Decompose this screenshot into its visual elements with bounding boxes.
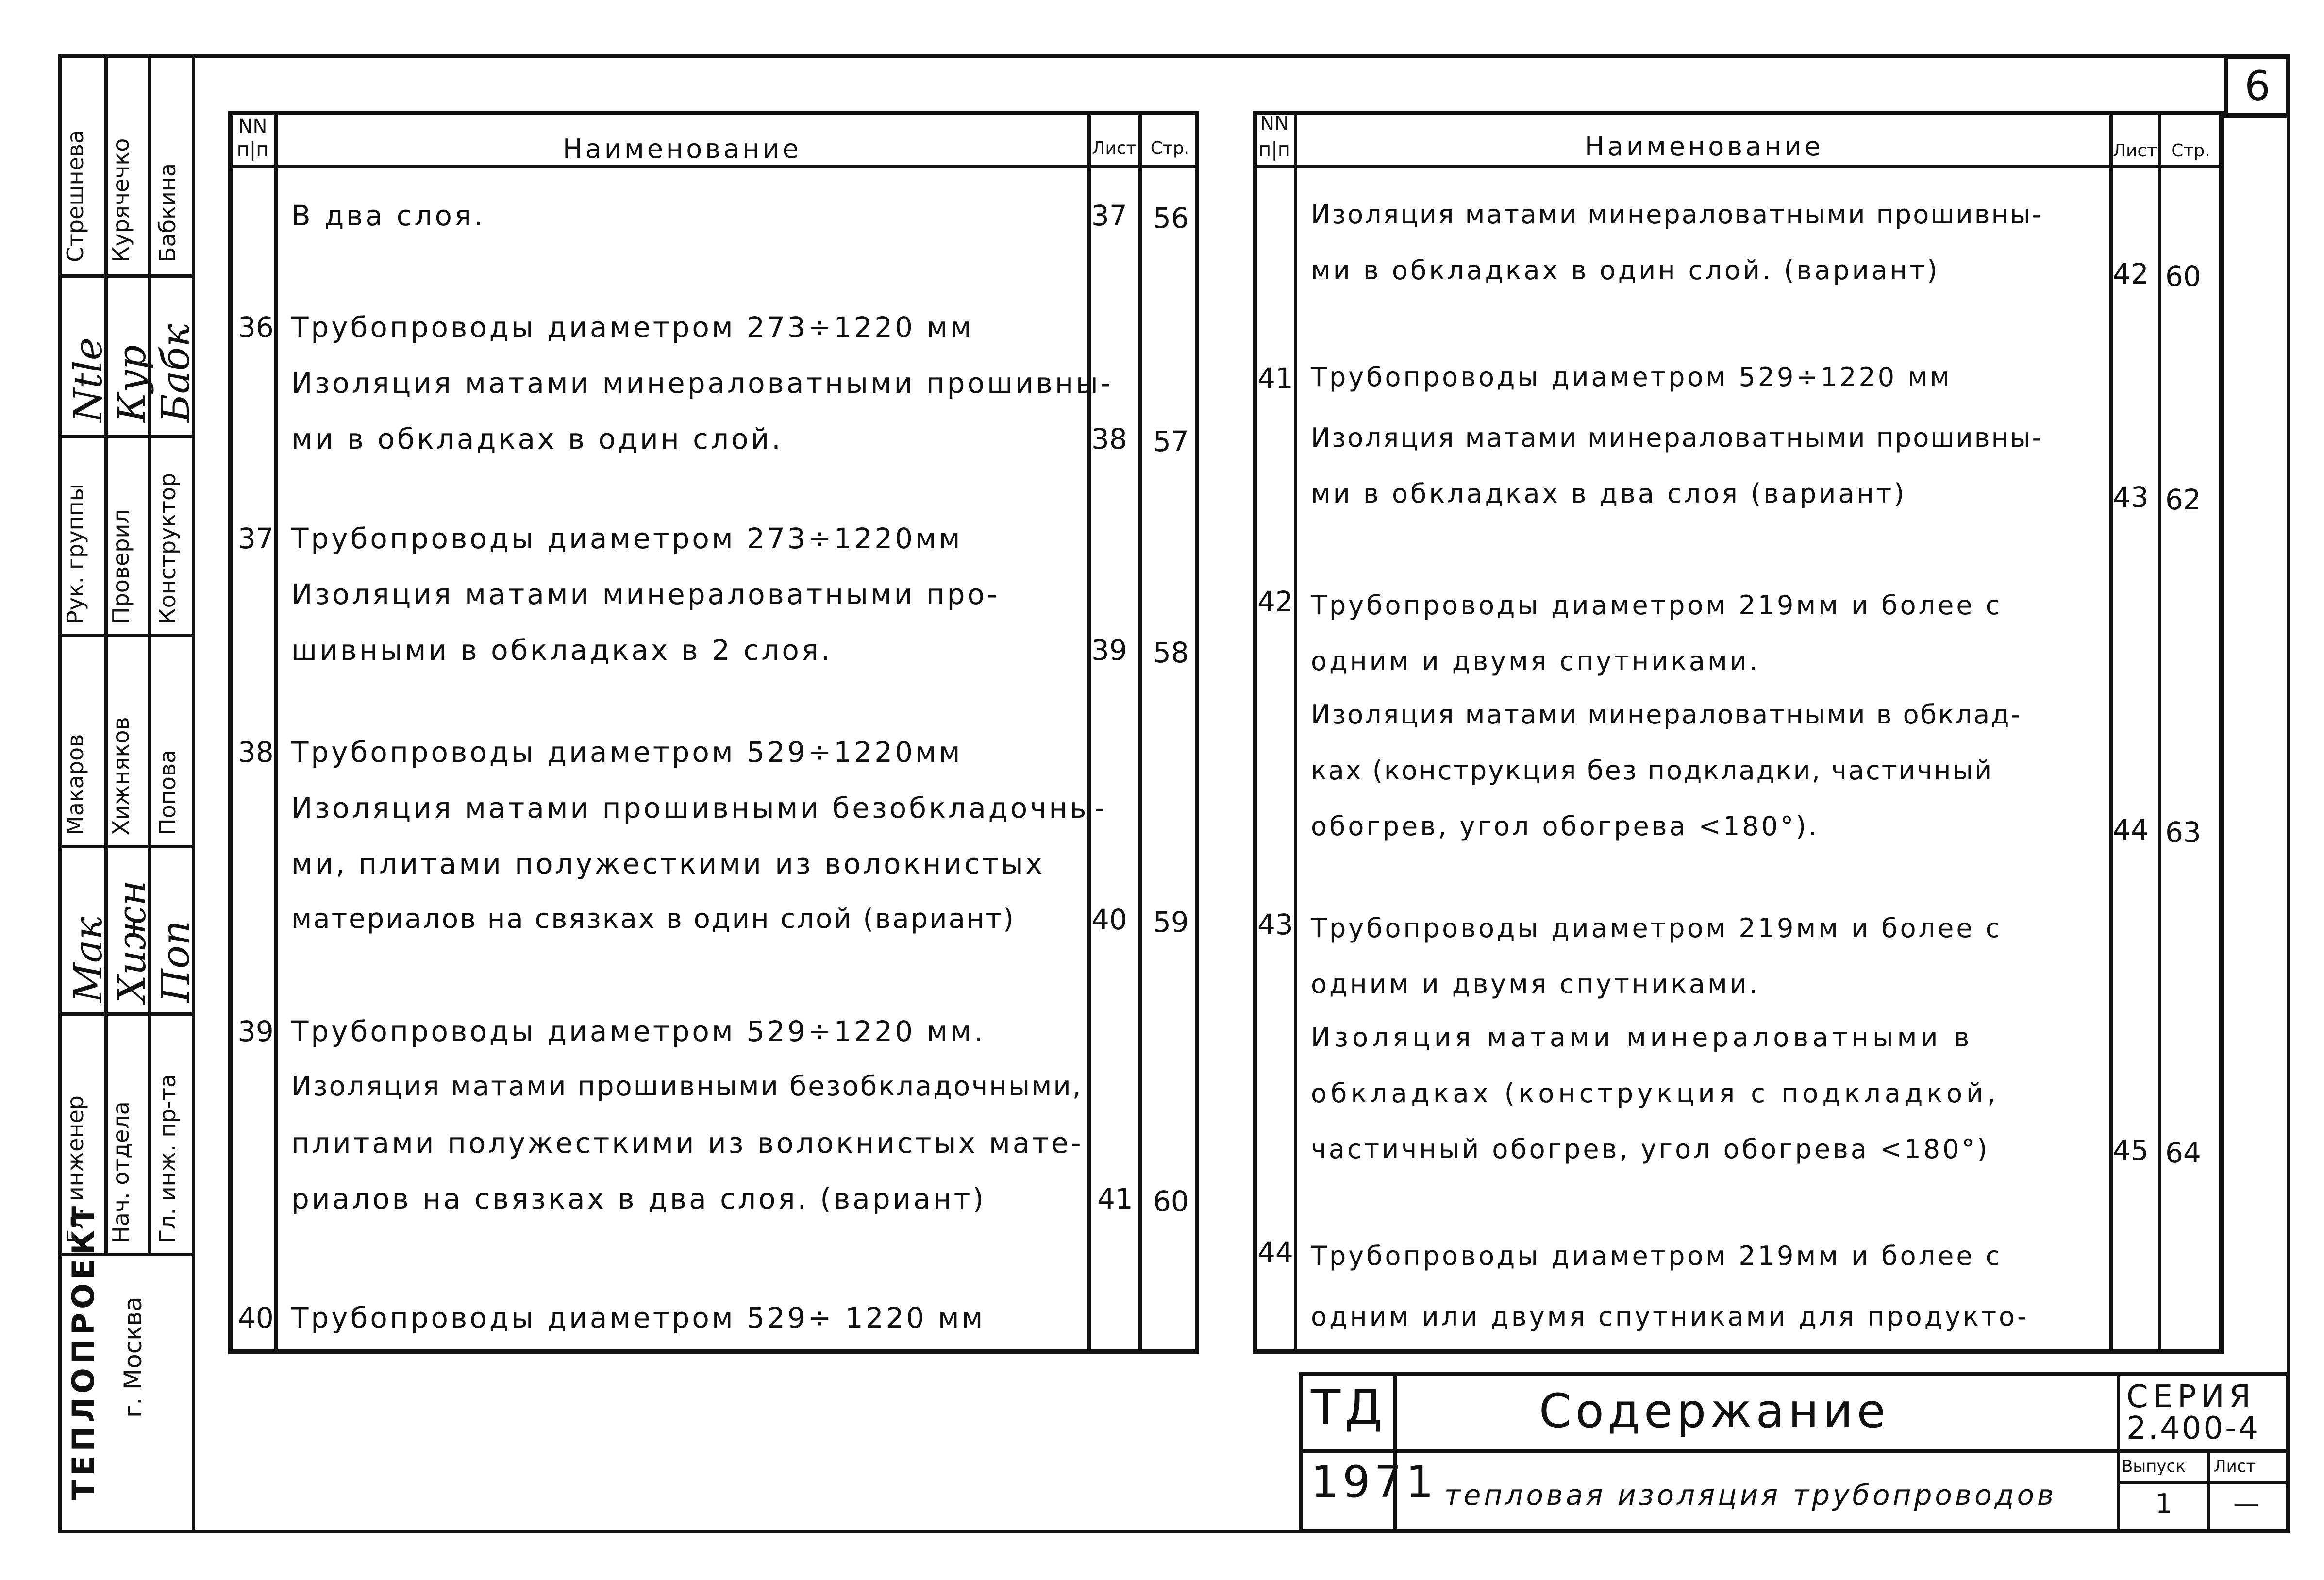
signature-6: Поп	[153, 920, 198, 1003]
row-sheet: 37	[1091, 199, 1127, 232]
row-line: одним и двумя спутниками.	[1311, 646, 1760, 676]
side-block-top	[58, 54, 194, 58]
row-line: ми в обкладках в два слоя (вариант)	[1311, 478, 1907, 509]
right-col-line-3	[2158, 111, 2161, 1354]
row-line: В два слоя.	[291, 199, 485, 232]
row-page: 60	[2165, 260, 2201, 293]
left-col-line-1	[274, 111, 278, 1354]
row-line: одним или двумя спутниками для продукто-	[1311, 1301, 2029, 1332]
stamp-subtitle: тепловая изоляция трубопроводов	[1444, 1479, 2057, 1512]
row-page: 64	[2165, 1136, 2201, 1169]
signature-4: Мак	[66, 916, 111, 1003]
left-hdr-name: Наименование	[563, 134, 802, 164]
side-name-mid-3: Попова	[154, 749, 181, 835]
row-line: частичный обогрев, угол обогрева <180°)	[1311, 1134, 1990, 1164]
row-sheet: 44	[2113, 813, 2149, 846]
page-number: 6	[2244, 62, 2271, 110]
row-page: 60	[1153, 1185, 1189, 1218]
side-name-top-1: Стрешнева	[62, 130, 88, 262]
stamp-col-1	[1393, 1372, 1397, 1533]
signature-2: Кур	[109, 345, 154, 422]
row-line: материалов на связках в один слой (вариант)	[291, 903, 1015, 935]
row-sheet: 42	[2113, 257, 2149, 290]
right-hdr-pp: п|п	[1258, 138, 1290, 161]
row-line: шивными в обкладках в 2 слоя.	[291, 634, 833, 667]
left-table-frame	[228, 111, 1199, 1354]
row-line: Изоляция матами минераловатными в	[1311, 1022, 1973, 1053]
stamp-col-3	[2207, 1452, 2210, 1533]
stamp-title: Содержание	[1539, 1384, 1889, 1438]
row-number: 42	[1257, 585, 1293, 618]
row-line: Трубопроводы диаметром 219мм и более с	[1311, 913, 2003, 943]
side-role2-3: Конструктор	[154, 472, 181, 624]
outer-top-line	[192, 54, 2290, 58]
row-line: Трубопроводы диаметром 529÷1220 мм	[1311, 362, 1952, 392]
stamp-series-label: СЕРИЯ	[2126, 1379, 2256, 1415]
side-city: г. Москва	[119, 1296, 147, 1418]
side-block-row-1	[58, 274, 194, 278]
right-table-header-line	[1253, 165, 2224, 168]
row-line: обкладках (конструкция с подкладкой,	[1311, 1078, 2000, 1109]
row-line: Трубопроводы диаметром 273÷1220 мм	[291, 311, 974, 344]
side-org: ТЕПЛОПРОЕКТ	[66, 1202, 101, 1500]
side-name-mid-1: Макаров	[62, 734, 88, 835]
side-block-row-5	[58, 1012, 194, 1016]
row-line: Трубопроводы диаметром 219мм и более с	[1311, 1241, 2003, 1271]
left-hdr-list: Лист	[1092, 138, 1137, 158]
side-block-line-2	[104, 54, 108, 1254]
stamp-sheet-label: Лист	[2214, 1457, 2256, 1476]
row-sheet: 41	[1097, 1182, 1133, 1215]
row-page: 58	[1153, 636, 1189, 669]
row-line: риалов на связках в два слоя. (вариант)	[291, 1182, 986, 1215]
row-line: Изоляция матами минераловатными про-	[291, 578, 1000, 611]
row-number: 43	[1257, 908, 1293, 941]
left-hdr-pp: п|п	[236, 138, 269, 161]
outer-right-line	[2287, 54, 2290, 1533]
stamp-year: 1971	[1311, 1457, 1438, 1508]
row-number: 37	[238, 522, 274, 555]
row-line: обогрев, угол обогрева <180°).	[1311, 811, 1820, 841]
row-line: Изоляция матами прошивными безобкладочны-	[291, 791, 1107, 824]
stamp-td: ТД	[1311, 1379, 1387, 1436]
side-role-2: Нач. отдела	[108, 1101, 134, 1243]
row-page: 62	[2165, 483, 2201, 516]
side-role2-1: Рук. группы	[62, 483, 88, 624]
side-block-line-3	[148, 54, 151, 1254]
row-line: ках (конструкция без подкладки, частичный	[1311, 755, 1993, 786]
row-line: Трубопроводы диаметром 219мм и более с	[1311, 590, 2003, 621]
right-table-frame	[1253, 111, 2224, 1354]
left-hdr-nn: NN	[238, 116, 268, 138]
right-hdr-list: Лист	[2112, 141, 2157, 161]
row-line: ми, плитами полужесткими из волокнистых	[291, 847, 1045, 880]
side-name-mid-2: Хижняков	[108, 717, 134, 835]
row-page: 57	[1153, 425, 1189, 458]
stamp-issue-label: Выпуск	[2122, 1457, 2186, 1476]
row-line: Трубопроводы диаметром 273÷1220мм	[291, 522, 963, 555]
side-role-3: Гл. инж. пр-та	[154, 1074, 181, 1243]
left-col-line-3	[1138, 111, 1142, 1354]
row-number: 36	[238, 311, 274, 344]
row-number: 40	[238, 1301, 274, 1334]
side-name-top-2: Курячечко	[108, 138, 134, 262]
row-page: 63	[2165, 816, 2201, 849]
row-number: 38	[238, 736, 274, 769]
row-sheet: 43	[2113, 481, 2149, 514]
row-sheet: 45	[2113, 1134, 2149, 1167]
signature-5: Хижн	[109, 880, 154, 1003]
stamp-col-2	[2117, 1372, 2120, 1533]
row-number: 44	[1257, 1236, 1293, 1269]
row-line: Изоляция матами минераловатными прошивны-	[1311, 199, 2043, 230]
signature-3: Бабк	[153, 323, 198, 422]
right-hdr-name: Наименование	[1585, 131, 1823, 162]
row-sheet: 39	[1091, 634, 1127, 667]
row-line: плитами полужесткими из волокнистых мате-	[291, 1126, 1084, 1160]
side-block-row-3	[58, 634, 194, 637]
row-line: ми в обкладках в один слой. (вариант)	[1311, 255, 1940, 286]
row-number: 41	[1257, 362, 1293, 395]
row-line: Изоляция матами минераловатными в обклад-	[1311, 699, 2022, 730]
side-role2-2: Проверил	[108, 509, 134, 624]
right-hdr-page: Стр.	[2171, 141, 2210, 161]
right-col-line-1	[1294, 111, 1297, 1354]
stamp-sheet-value: —	[2233, 1488, 2259, 1519]
row-page: 56	[1153, 202, 1189, 235]
row-page: 59	[1153, 906, 1189, 939]
row-line: Изоляция матами минераловатными прошивны-	[291, 367, 1113, 400]
row-sheet: 40	[1091, 903, 1127, 936]
row-line: Изоляция матами минераловатными прошивны-	[1311, 422, 2043, 453]
row-line: Трубопроводы диаметром 529÷1220 мм.	[291, 1015, 986, 1048]
side-role-1: Гл. инженер	[62, 1095, 88, 1243]
signature-1: Ntle	[66, 337, 111, 422]
stamp-series-value: 2.400-4	[2126, 1411, 2260, 1446]
right-col-line-2	[2109, 111, 2113, 1354]
side-block-row-2	[58, 435, 194, 438]
row-line: Трубопроводы диаметром 529÷ 1220 мм	[291, 1301, 986, 1334]
left-hdr-page: Стр.	[1150, 138, 1190, 158]
row-sheet: 38	[1091, 422, 1127, 455]
left-table-header-line	[228, 165, 1199, 168]
stamp-mid-line	[1299, 1449, 2290, 1453]
right-hdr-nn: NN	[1260, 113, 1289, 135]
row-line: Изоляция матами прошивными безобкладочными,	[291, 1071, 1083, 1102]
stamp-issue-value: 1	[2156, 1488, 2173, 1519]
left-col-line-2	[1087, 111, 1091, 1354]
row-line: Трубопроводы диаметром 529÷1220мм	[291, 736, 963, 769]
row-line: одним и двумя спутниками.	[1311, 969, 1760, 999]
row-line: ми в обкладках в один слой.	[291, 422, 783, 455]
side-block-row-4	[58, 845, 194, 848]
side-name-top-3: Бабкина	[154, 163, 181, 262]
stamp-small-line	[2117, 1481, 2290, 1484]
row-number: 39	[238, 1015, 274, 1048]
